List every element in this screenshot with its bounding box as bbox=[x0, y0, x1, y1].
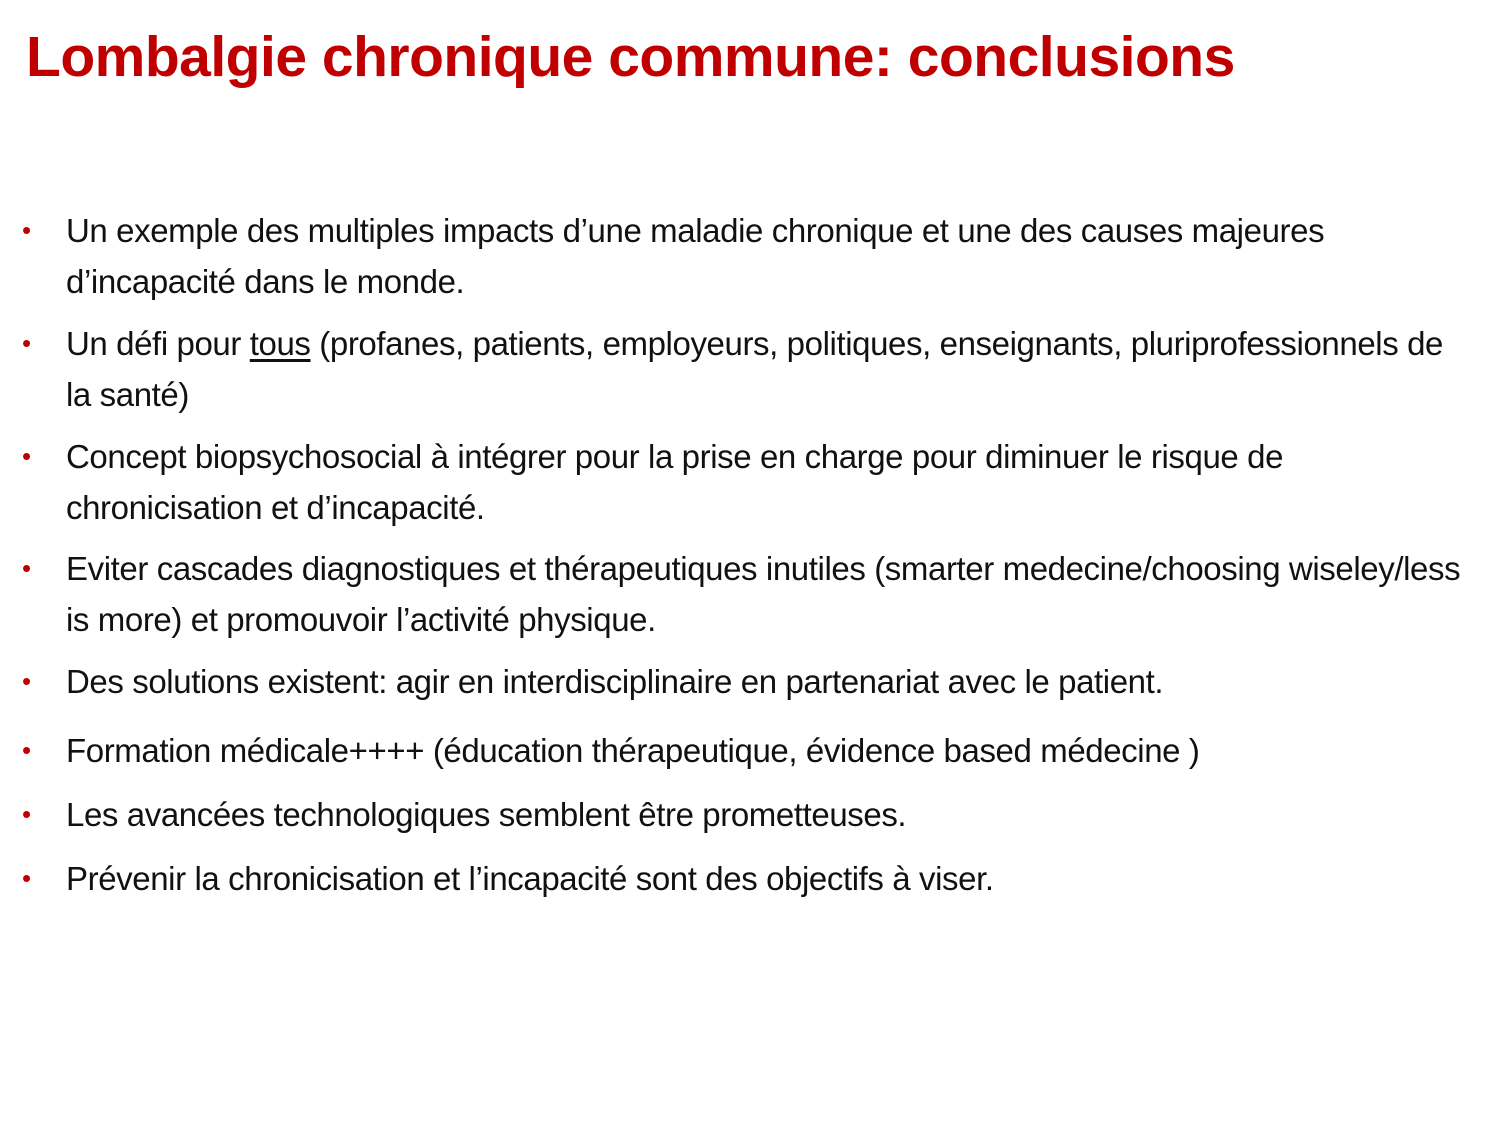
bullet-icon: • bbox=[22, 799, 32, 829]
bullet-text: Les avancées technologiques semblent être prometteuses. bbox=[66, 796, 907, 833]
bullet-text: Concept biopsychosocial à intégrer pour la prise en charge pour diminuer le risque de chronicisation et d’incapacité. bbox=[66, 438, 1284, 526]
bullet-icon: • bbox=[22, 735, 32, 765]
slide-title: Lombalgie chronique commune: conclusions bbox=[26, 25, 1235, 89]
underlined-word: tous bbox=[249, 325, 311, 362]
bullet-text: Un exemple des multiples impacts d’une maladie chronique et une des causes majeures d’incapacité dans le monde. bbox=[66, 212, 1325, 300]
bullet-text bbox=[66, 318, 1476, 420]
bullet-text: Des solutions existent: agir en interdisciplinaire en partenariat avec le patient. bbox=[66, 663, 1164, 700]
bullet-text-after: (profanes, patients, employeurs, politiques, enseignants, pluriprofessionnels de la santé) bbox=[66, 325, 1443, 413]
bullet-icon: • bbox=[22, 215, 32, 245]
bullet-text-before: Un défi pour bbox=[66, 325, 250, 362]
bullet-text: Eviter cascades diagnostiques et thérapeutiques inutiles (smarter medecine/choosing wiseley/less is more) et promouvoir l’activité physique. bbox=[66, 550, 1461, 638]
bullet-icon: • bbox=[22, 666, 32, 696]
bullet-icon: • bbox=[22, 863, 32, 893]
bullet-text: Formation médicale++++ (éducation thérapeutique, évidence based médecine ) bbox=[66, 732, 1200, 769]
bullet-icon: • bbox=[22, 553, 32, 583]
bullet-text: Prévenir la chronicisation et l’incapacité sont des objectifs à viser. bbox=[66, 860, 994, 897]
bullet-icon: • bbox=[22, 441, 32, 471]
bullet-icon: • bbox=[22, 328, 32, 358]
